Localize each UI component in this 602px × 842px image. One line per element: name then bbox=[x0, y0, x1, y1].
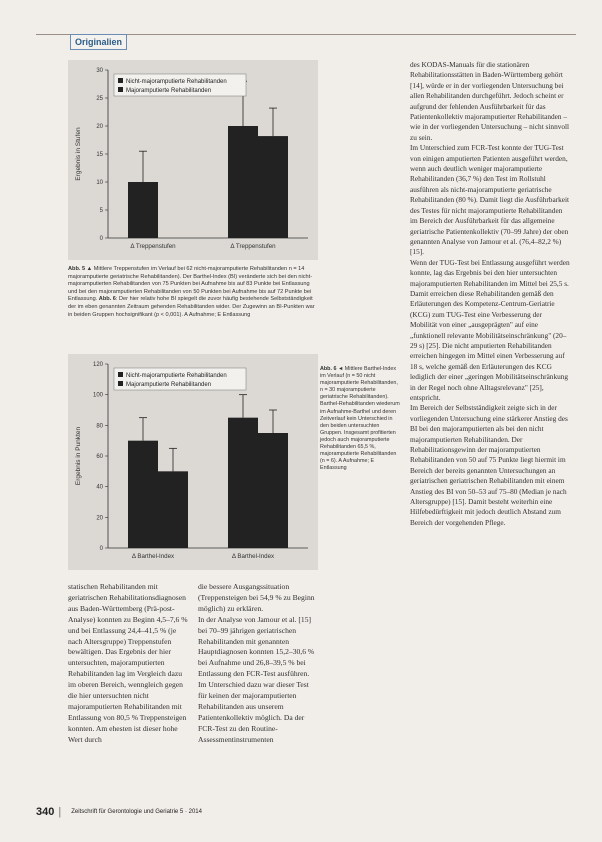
body-column-left: statischen Rehabilitanden mit geriatrischen Rehabilitationsdiagnosen aus Baden-Württemberg (Prä-post-Analyse) konnten zu Beginn 4,5–7,6 % und bei Entlassung 24,4–41,5 % (je nach Altersgruppe) Treppenstufen bewältigen. Das Ergebnis der hier untersuchten, majoramputierten Rehabilitanden lag im Vergleich dazu im oberen Bereich, wenngleich gegen die hier untersuchten nicht majoramputierten Rehabilitanden mit Entlassung von 80,5 % Treppensteigen konnten. Am ehesten ist dieser hohe Wert durch bbox=[68, 582, 188, 744]
bar bbox=[258, 433, 288, 548]
legend-swatch bbox=[118, 87, 123, 92]
page-number: 340 bbox=[36, 806, 55, 818]
y-tick-label: 120 bbox=[92, 362, 103, 368]
bar bbox=[158, 471, 188, 548]
y-tick-label: 60 bbox=[96, 454, 103, 460]
legend-label: Majoramputierte Rehabilitanden bbox=[126, 382, 212, 388]
journal-name: Zeitschrift für Gerontologie und Geriatrie 5 · 2014 bbox=[71, 809, 202, 815]
figure-5-text-2: : Der hier relativ hohe BI spiegelt die zuvor häufig bestehende Selbstständigkeit der im eben genannten Zeitraum gehenden Rehabilitanden wider. Der Zugewinn an BI-Punkten war in beiden Gruppen hochsignifikant (p < 0,001). A Aufnahme; E Entlassung bbox=[68, 296, 315, 318]
y-tick-label: 5 bbox=[99, 208, 103, 214]
x-tick-label: Δ Barthel-Index bbox=[131, 553, 175, 560]
y-tick-label: 100 bbox=[92, 392, 103, 399]
y-tick-label: 0 bbox=[99, 236, 103, 242]
y-tick-label: 0 bbox=[99, 546, 103, 552]
y-tick-label: 10 bbox=[96, 180, 103, 186]
figure-6-ref: Abb. 6 bbox=[98, 296, 116, 303]
y-tick-label: 40 bbox=[96, 484, 103, 491]
section-tag: Originalien bbox=[70, 34, 127, 50]
x-tick-label: Δ Treppenstufen bbox=[230, 243, 276, 250]
figure-6-caption bbox=[320, 366, 400, 472]
figure-6 bbox=[68, 354, 318, 570]
y-tick-label: 25 bbox=[96, 96, 103, 102]
body-column-right: des KODAS-Manuals für die stationären Rehabilitationsstätten in Baden-Württemberg gehört [14], würde er in der vorliegenden Untersuchung bei allen Rehabilitanden durchgeführt. Jedoch scheint er aufgrund der fehlenden Ausführbarkeit für das Patientenkollektiv majoramputierter Rehabilitanden – wie in der vorliegenden Untersuchung – nicht sinnvoll zu sein. Im Unterschied zum FCR-Test konnte der TUG-Test von einigen amputierten Patienten ausgeführt werden, wenn auch deutlich weniger majoramputierte Rehabilitanden (36,7 %) den Test im Rollstuhl ausführen als nicht-majoramputierte geriatrische Rehabilitanden (80 %). Damit liegt die Ausführbarkeit des Testes für nicht majoramputierte Rehabilitanden im Bereich der Ausführbarkeit für das allgemeine geriatrische Patientenkollektiv (70–99 Jahre) der oben genannten Analyse von Jamour et al. (76,4–82,2 %) [15]. Wenn der TUG-Test bei Entlassung ausgeführt werden konnte, lag das Ergebnis bei den hier untersuchten majoramputierten Rehabilitanden im Mittel bei 25,5 s. Damit erreichen diese Rehabilitanden gemäß den Erläuterungen des Kompetenz-Centrum-Geriatrie (KCG) zum TUG-Test eine Verbesserung der Mobilität von einer „ausgeprägten" auf eine „funktionell relevante Mobilitätseinschränkung" (20–29 s) [25]. Die nicht amputierten Rehabilitanden erreichen hingegen im Mittel einen Verbesserung auf 18 s, welche gemäß den Erläuterungen des KCG lediglich der einer „geringen Mobilitätseinschränkung in der Regel noch ohne Alltagsrelevanz" [25], entspricht. Im Bereich der Selbstständigkeit zeigte sich in der vorliegenden Untersuchung eine stärkerer Anstieg des BI bei den majoramputierten als bei den nicht majoramputierten Rehabilitanden. Der Rehabilitationsgewinn der majoramputierten Rehabilitanden von 50 auf 75 Punkte liegt hiermit im Bereich der bereits genannten Untersuchungen an geriatrischen geriatrischen Rehabilitanden mit einem Anstieg des BI von 50–53 auf 75–80 (Median je nach Altersgruppe) [15]. Damit besteht weiterhin eine Hilfebedürftigkeit mit jedoch deutlich Abstand zum Bereich der vorgehenden Pflege. bbox=[410, 60, 570, 527]
figure-6-text: Mittlere Barthel-Index im Verlauf (n = 50 nicht majoramputierte Rehabilitanden, n = 30 majoramputierte geriatrische Rehabilitanden). Barthel-Rehabilitanden wiederum im Aufnahme-Barthel und deren Zeitverlauf kein Unterschied in den beiden untersuchten Gruppen. Insgesamt profitierten jedoch auch majoramputierte Rehabilitanden 65,5 %, majoramputierte Rehabilitanden (n = 6). A Aufnahme; E Entlassung bbox=[320, 366, 400, 472]
figure-6-chart bbox=[68, 354, 318, 570]
page-footer bbox=[36, 806, 202, 818]
figure-5-chart bbox=[68, 60, 318, 260]
bar bbox=[128, 182, 158, 238]
y-tick-label: 20 bbox=[96, 515, 103, 522]
figure-5-caption bbox=[68, 266, 318, 319]
legend-label: Nicht-majoramputierte Rehabilitanden bbox=[126, 79, 227, 85]
figure-5-text: Mittlere Treppenstufen im Verlauf bei 62 nicht-majoramputierte Rehabilitanden n = 14 majoramputierte geriatrische Rehabilitanden). Der Barthel-Index (BI) veränderte sich bei den nicht-majoramputierten Rehabilitanden von 75 Punkten bei Aufnahme bis auf 83 Punkte bei Entlassung und bei den majoramputierten Rehabilitanden von 50 Punkten bei Aufnahme bis auf 72 Punkte bei Entlassung. bbox=[68, 266, 313, 303]
bar bbox=[228, 418, 258, 548]
legend-swatch bbox=[118, 78, 123, 83]
x-tick-label: Δ Barthel-Index bbox=[231, 553, 275, 560]
legend-swatch bbox=[118, 372, 123, 377]
bar bbox=[128, 441, 158, 548]
legend-swatch bbox=[118, 381, 123, 386]
figure-5-label: Abb. 5 ▲ bbox=[68, 266, 93, 272]
footer-divider: | bbox=[58, 806, 62, 818]
figure-5 bbox=[68, 60, 318, 260]
y-axis-label: Ergebnis in Punkten bbox=[75, 426, 82, 486]
legend-label: Majoramputierte Rehabilitanden bbox=[126, 88, 212, 94]
y-tick-label: 20 bbox=[96, 124, 103, 130]
y-axis-label: Ergebnis in Stufen bbox=[75, 127, 82, 181]
body-column-middle: die bessere Ausgangssituation (Treppensteigen bei 54,9 % zu Beginn möglich) zu erklären. In der Analyse von Jamour et al. [15] bei 70–99 jährigen geriatrischen Rehabilitanden mit genannten Hauptdiagnosen konnten 15,2–30,6 % bei Aufnahme und 26,8–39,5 % bei Entlassung den FCR-Test ausführen. Im Unterschied dazu war dieser Test für keinen der majoramputierten Rehabilitanden aus unserem Patientenkollektiv möglich. Da der FCR-Test zu den Routine-Assessmentinstrumenten bbox=[198, 582, 315, 744]
bar bbox=[228, 126, 258, 238]
y-tick-label: 80 bbox=[96, 423, 103, 430]
legend-label: Nicht-majoramputierte Rehabilitanden bbox=[126, 373, 227, 379]
figure-6-label: Abb. 6 ◄ bbox=[320, 366, 344, 372]
bar bbox=[258, 136, 288, 238]
x-tick-label: Δ Treppenstufen bbox=[130, 243, 176, 250]
y-tick-label: 15 bbox=[96, 152, 103, 158]
y-tick-label: 30 bbox=[96, 68, 103, 74]
